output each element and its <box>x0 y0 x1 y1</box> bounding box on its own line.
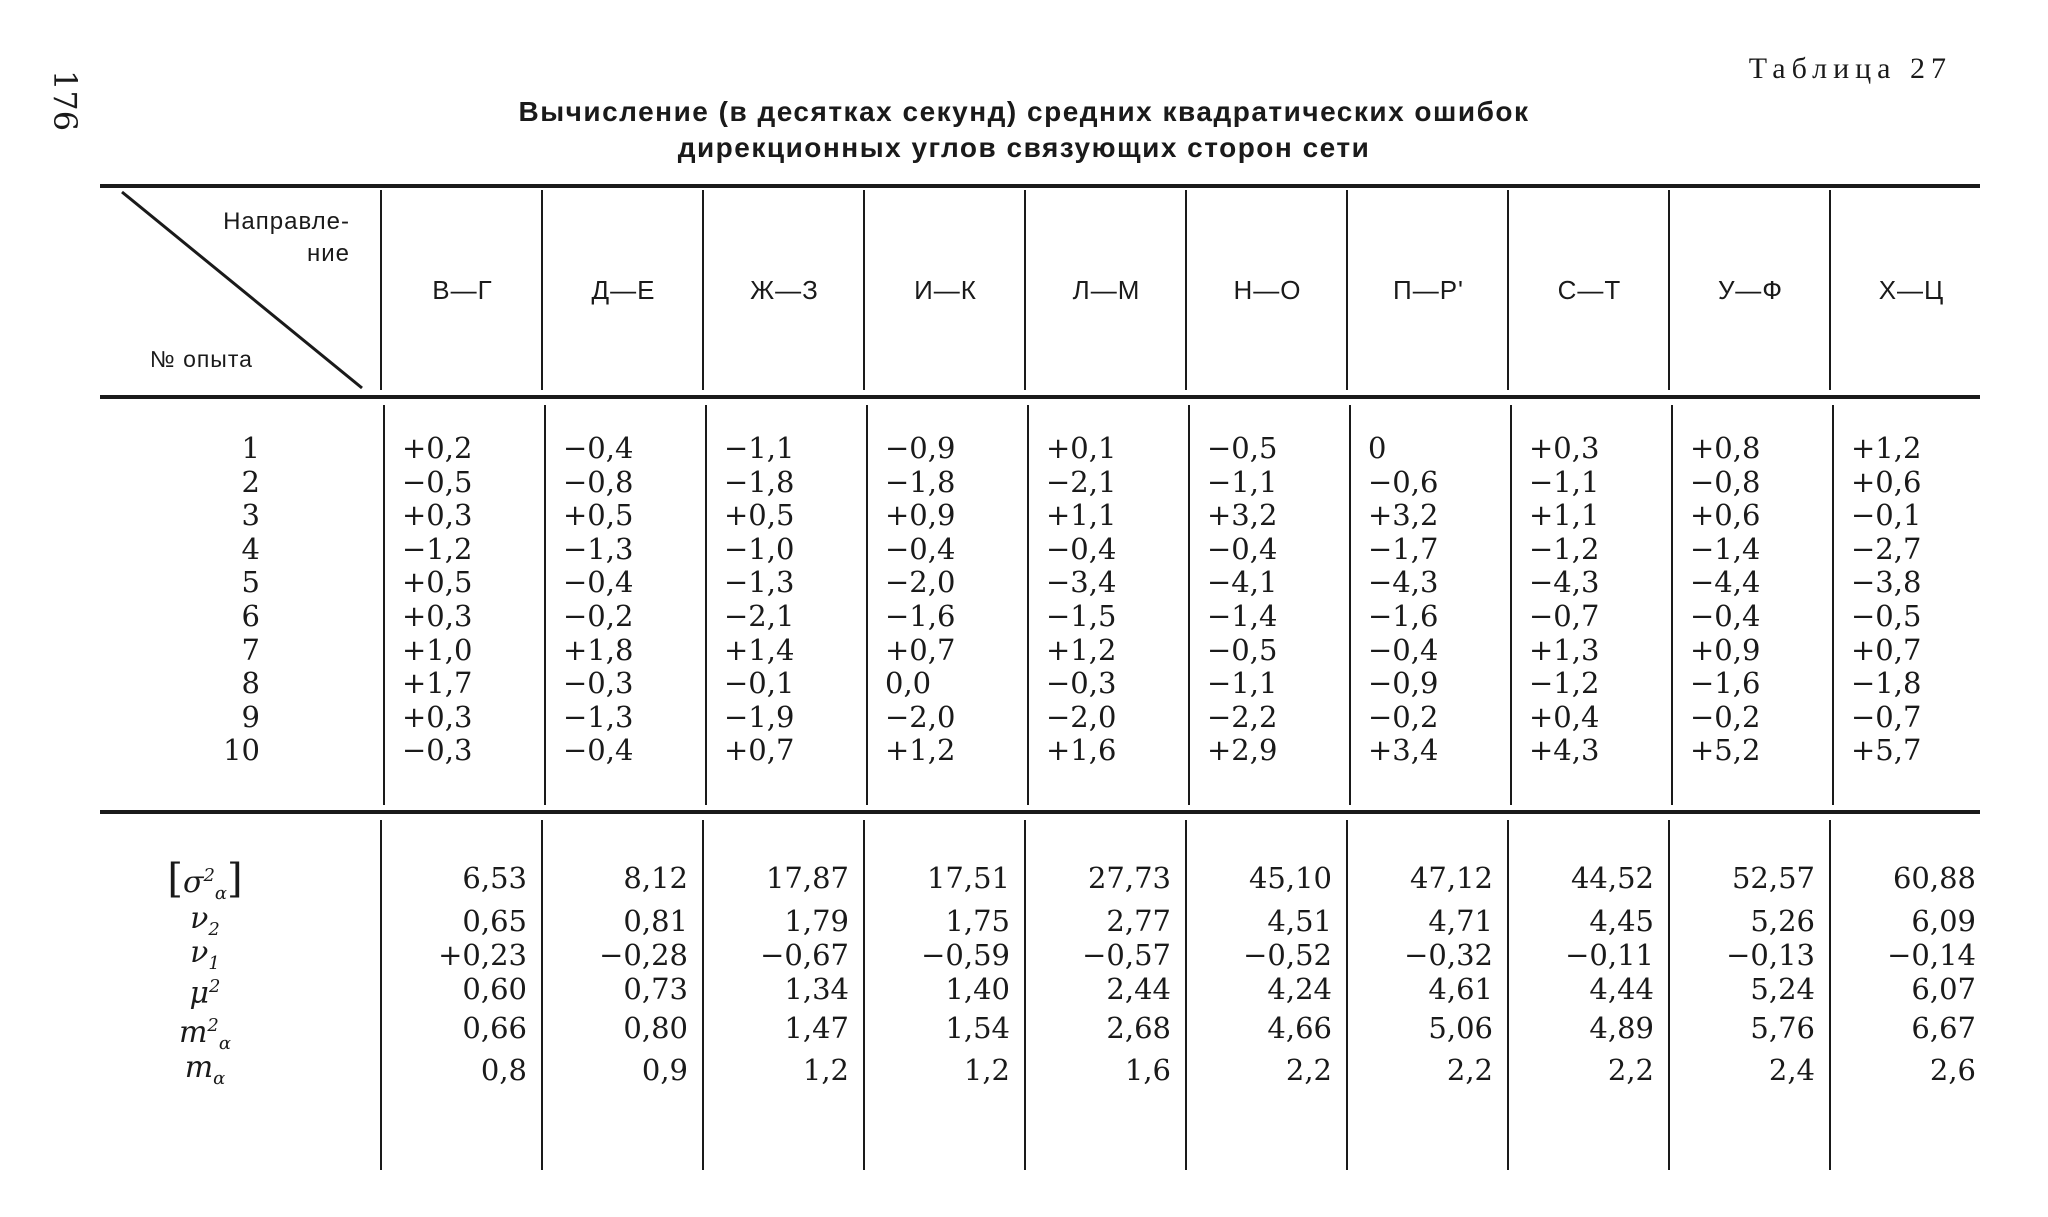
error-value: −0,4 <box>1046 531 1117 566</box>
error-value: −0,1 <box>724 666 795 701</box>
error-value: −1,0 <box>724 531 795 566</box>
error-value: −1,8 <box>885 464 956 499</box>
error-value: −2,0 <box>885 565 956 600</box>
stat-label-m-alpha-2: $m^2_\alpha$ <box>178 1015 232 1054</box>
error-value: 0,0 <box>885 666 932 701</box>
error-value: +4,3 <box>1529 733 1600 768</box>
column-divider <box>1346 820 1348 1170</box>
error-value: −1,2 <box>1529 666 1600 701</box>
column-divider <box>383 405 385 805</box>
experiment-number: 2 <box>241 464 260 499</box>
error-value: +1,0 <box>402 632 473 667</box>
column-header: П—Р' <box>1393 274 1464 305</box>
stat-value: 0,66 <box>462 1011 527 1045</box>
experiment-number: 9 <box>241 699 260 734</box>
stat-value: 1,6 <box>1124 1053 1171 1087</box>
stat-value: 4,51 <box>1267 904 1332 938</box>
stat-value: −0,11 <box>1565 938 1654 972</box>
stat-value: 1,40 <box>945 972 1010 1006</box>
column-header: Ж—З <box>750 274 819 305</box>
error-values-column <box>1529 432 1629 768</box>
error-value: +0,3 <box>402 699 473 734</box>
column-divider <box>1507 820 1509 1170</box>
experiment-number: 8 <box>241 666 260 701</box>
experiment-number: 3 <box>241 498 260 533</box>
error-value: −0,5 <box>1851 598 1922 633</box>
column-header: И—К <box>914 274 977 305</box>
stat-value: 6,07 <box>1911 972 1976 1006</box>
stat-values-column <box>1519 852 1654 1090</box>
stat-value: 6,67 <box>1911 1011 1976 1045</box>
column-divider <box>1510 405 1512 805</box>
stat-value: −0,59 <box>921 938 1010 972</box>
table-label: Таблица 27 <box>1748 52 1952 85</box>
stat-value: −0,13 <box>1726 938 1815 972</box>
error-value: +1,2 <box>1851 431 1922 465</box>
stat-value: 47,12 <box>1409 861 1493 895</box>
stat-value: 6,53 <box>462 861 527 895</box>
column-divider <box>863 820 865 1170</box>
error-value: +5,2 <box>1690 733 1761 768</box>
error-value: −0,4 <box>563 565 634 600</box>
column-divider <box>1349 405 1351 805</box>
error-value: −4,1 <box>1207 565 1278 600</box>
stat-values-column <box>1197 852 1332 1090</box>
error-value: −1,3 <box>563 531 634 566</box>
column-divider <box>866 405 868 805</box>
error-value: −2,1 <box>1046 464 1117 499</box>
error-value: −0,4 <box>1368 632 1439 667</box>
error-value: 0 <box>1368 431 1387 465</box>
stat-values-column <box>1680 852 1815 1090</box>
column-divider <box>1671 405 1673 805</box>
stat-values-column <box>553 852 688 1090</box>
error-value: −0,6 <box>1368 464 1439 499</box>
stat-value: 2,77 <box>1106 904 1171 938</box>
stat-value: 2,2 <box>1285 1053 1332 1087</box>
error-values-column <box>402 432 502 768</box>
stat-value: 0,81 <box>623 904 688 938</box>
stat-value: 52,57 <box>1731 861 1815 895</box>
error-value: −1,2 <box>402 531 473 566</box>
error-value: −0,4 <box>563 431 634 465</box>
stat-value: 0,73 <box>623 972 688 1006</box>
error-value: −0,2 <box>563 598 634 633</box>
error-value: −0,1 <box>1851 498 1922 533</box>
stat-values-column <box>392 852 527 1090</box>
error-value: +0,3 <box>1529 431 1600 465</box>
error-value: −0,7 <box>1851 699 1922 734</box>
error-value: −1,7 <box>1368 531 1439 566</box>
error-value: +3,2 <box>1207 498 1278 533</box>
error-value: −0,7 <box>1529 598 1600 633</box>
stat-label-m-alpha: $m_\alpha$ <box>184 1050 226 1089</box>
stat-value: 2,6 <box>1929 1053 1976 1087</box>
error-value: +5,7 <box>1851 733 1922 768</box>
stat-values-column <box>1358 852 1493 1090</box>
stat-value: 1,79 <box>784 904 849 938</box>
stat-value: 1,75 <box>945 904 1010 938</box>
stat-value: 0,9 <box>641 1053 688 1087</box>
stat-value: 44,52 <box>1570 861 1654 895</box>
error-value: −2,0 <box>1046 699 1117 734</box>
error-value: −0,4 <box>1207 531 1278 566</box>
stat-value: 2,4 <box>1768 1053 1815 1087</box>
error-value: +1,1 <box>1529 498 1600 533</box>
stat-value: −0,14 <box>1887 938 1976 972</box>
column-header: Н—О <box>1233 274 1302 305</box>
stat-value: 4,71 <box>1428 904 1493 938</box>
error-value: −4,3 <box>1368 565 1439 600</box>
error-values-column <box>885 432 985 768</box>
error-values-column <box>1046 432 1146 768</box>
stat-value: 4,89 <box>1589 1011 1654 1045</box>
stat-label-mu2: $\mu^2$ <box>189 976 221 1011</box>
error-value: −2,0 <box>885 699 956 734</box>
error-value: −1,1 <box>1207 666 1278 701</box>
error-value: +1,8 <box>563 632 634 667</box>
stat-value: 4,45 <box>1589 904 1654 938</box>
error-value: −1,2 <box>1529 531 1600 566</box>
error-value: −0,8 <box>1690 464 1761 499</box>
error-value: −2,7 <box>1851 531 1922 566</box>
stat-value: 4,24 <box>1267 972 1332 1006</box>
error-value: −1,1 <box>1207 464 1278 499</box>
experiment-number-column <box>180 432 260 768</box>
stat-value: 4,44 <box>1589 972 1654 1006</box>
experiment-number: 6 <box>241 598 260 633</box>
error-value: −0,2 <box>1368 699 1439 734</box>
column-header: Д—Е <box>591 274 656 305</box>
stat-value: 5,76 <box>1750 1011 1815 1045</box>
error-value: −0,4 <box>885 531 956 566</box>
column-header: Л—М <box>1072 274 1141 305</box>
error-value: −2,2 <box>1207 699 1278 734</box>
column-divider <box>541 820 543 1170</box>
stat-value: 6,09 <box>1911 904 1976 938</box>
error-value: −0,5 <box>402 464 473 499</box>
error-value: +0,7 <box>885 632 956 667</box>
error-value: +0,8 <box>1690 431 1761 465</box>
error-value: +1,4 <box>724 632 795 667</box>
stat-value: 4,66 <box>1267 1011 1332 1045</box>
stat-value: 5,06 <box>1428 1011 1493 1045</box>
error-value: +0,6 <box>1851 464 1922 499</box>
error-values-column <box>1207 432 1307 768</box>
table-caption-line-1: Вычисление (в десятках секунд) средних квадратических ошибок <box>518 96 1530 127</box>
error-value: −0,5 <box>1207 632 1278 667</box>
error-values-column <box>1851 432 1951 768</box>
stat-value: 0,65 <box>462 904 527 938</box>
error-value: +0,3 <box>402 498 473 533</box>
error-value: −0,3 <box>1046 666 1117 701</box>
error-value: −0,9 <box>885 431 956 465</box>
error-value: −1,3 <box>563 699 634 734</box>
error-value: +0,7 <box>1851 632 1922 667</box>
error-value: −4,3 <box>1529 565 1600 600</box>
column-divider <box>1832 405 1834 805</box>
error-value: −0,3 <box>402 733 473 768</box>
error-value: +0,6 <box>1690 498 1761 533</box>
error-values-column <box>1690 432 1790 768</box>
error-value: −0,4 <box>563 733 634 768</box>
stat-value: 2,44 <box>1106 972 1171 1006</box>
error-value: +0,9 <box>885 498 956 533</box>
stat-value: 5,24 <box>1750 972 1815 1006</box>
error-value: −4,4 <box>1690 565 1761 600</box>
error-value: +2,9 <box>1207 733 1278 768</box>
column-divider <box>380 820 382 1170</box>
error-value: −1,3 <box>724 565 795 600</box>
error-value: −1,6 <box>885 598 956 633</box>
column-divider <box>544 405 546 805</box>
error-value: −0,3 <box>563 666 634 701</box>
error-value: +3,4 <box>1368 733 1439 768</box>
error-value: −0,4 <box>1690 598 1761 633</box>
stat-value: −0,52 <box>1243 938 1332 972</box>
stat-value: 45,10 <box>1248 861 1332 895</box>
stat-value: 60,88 <box>1892 861 1976 895</box>
column-divider <box>705 405 707 805</box>
experiment-number: 4 <box>241 531 260 566</box>
stat-value: 4,61 <box>1428 972 1493 1006</box>
stat-value: 0,60 <box>462 972 527 1006</box>
experiment-number: 1 <box>241 431 260 465</box>
experiment-number: 7 <box>241 632 260 667</box>
column-divider <box>1829 820 1831 1170</box>
error-value: −1,5 <box>1046 598 1117 633</box>
error-value: +1,3 <box>1529 632 1600 667</box>
error-value: +1,2 <box>885 733 956 768</box>
error-value: −3,4 <box>1046 565 1117 600</box>
column-divider <box>1188 405 1190 805</box>
error-value: −0,9 <box>1368 666 1439 701</box>
stat-value: 1,2 <box>963 1053 1010 1087</box>
error-value: −0,8 <box>563 464 634 499</box>
error-value: −1,1 <box>1529 464 1600 499</box>
stat-labels-column <box>150 850 260 1088</box>
error-value: −1,1 <box>724 431 795 465</box>
stat-value: −0,32 <box>1404 938 1493 972</box>
column-header: У—Ф <box>1718 274 1783 305</box>
table-caption-line-2: дирекционных углов связующих сторон сети <box>677 132 1371 163</box>
error-values-column <box>724 432 824 768</box>
error-value: +0,5 <box>724 498 795 533</box>
error-value: −1,6 <box>1690 666 1761 701</box>
error-values-column <box>563 432 663 768</box>
stat-value: 8,12 <box>623 861 688 895</box>
stat-values-column <box>1036 852 1171 1090</box>
stat-value: 1,47 <box>784 1011 849 1045</box>
error-value: −1,8 <box>724 464 795 499</box>
error-value: −0,5 <box>1207 431 1278 465</box>
stat-value: 17,87 <box>765 861 849 895</box>
stat-value: −0,28 <box>599 938 688 972</box>
error-value: −1,8 <box>1851 666 1922 701</box>
stat-label-nu2: $\nu_2$ <box>190 901 220 940</box>
stat-value: 1,34 <box>784 972 849 1006</box>
error-value: +1,6 <box>1046 733 1117 768</box>
column-divider <box>1024 820 1026 1170</box>
experiment-number: 10 <box>223 733 260 768</box>
error-value: −3,8 <box>1851 565 1922 600</box>
error-value: −2,1 <box>724 598 795 633</box>
stat-values-column <box>1841 852 1976 1090</box>
stat-value: 27,73 <box>1087 861 1171 895</box>
stat-values-column <box>875 852 1010 1090</box>
error-value: +1,7 <box>402 666 473 701</box>
error-values-column <box>1368 432 1468 768</box>
error-value: −0,2 <box>1690 699 1761 734</box>
error-value: +0,5 <box>402 565 473 600</box>
error-value: +1,2 <box>1046 632 1117 667</box>
stat-value: 0,8 <box>480 1053 527 1087</box>
error-value: −1,4 <box>1690 531 1761 566</box>
corner-header-experiment: № опыта <box>150 346 253 372</box>
error-value: −1,6 <box>1368 598 1439 633</box>
stat-value: 1,2 <box>802 1053 849 1087</box>
stat-value: −0,57 <box>1082 938 1171 972</box>
page-number: 176 <box>46 70 84 132</box>
stat-value: 2,2 <box>1446 1053 1493 1087</box>
error-value: +0,3 <box>402 598 473 633</box>
stat-value: 2,68 <box>1106 1011 1171 1045</box>
stat-label-nu1: $\nu_1$ <box>190 935 220 974</box>
error-value: +1,1 <box>1046 498 1117 533</box>
column-header: В—Г <box>432 274 493 305</box>
column-divider <box>1185 820 1187 1170</box>
corner-header-direction: Направле- ние <box>223 208 350 267</box>
column-header: Х—Ц <box>1878 274 1945 305</box>
stat-value: 0,80 <box>623 1011 688 1045</box>
column-divider <box>1668 820 1670 1170</box>
error-value: +0,9 <box>1690 632 1761 667</box>
stat-value: 2,2 <box>1607 1053 1654 1087</box>
stat-value: 5,26 <box>1750 904 1815 938</box>
error-value: +3,2 <box>1368 498 1439 533</box>
experiment-number: 5 <box>241 565 260 600</box>
error-value: −1,9 <box>724 699 795 734</box>
error-value: +0,5 <box>563 498 634 533</box>
error-value: +0,2 <box>402 431 473 465</box>
stat-value: 17,51 <box>926 861 1010 895</box>
stat-values-column <box>714 852 849 1090</box>
error-value: +0,7 <box>724 733 795 768</box>
stat-value: +0,23 <box>438 938 527 972</box>
stat-value: −0,67 <box>760 938 849 972</box>
stat-label-sigma-sum: $[\sigma^2_\alpha]$ <box>167 856 243 904</box>
error-value: −1,4 <box>1207 598 1278 633</box>
column-header: С—Т <box>1557 274 1622 305</box>
error-value: +0,1 <box>1046 431 1117 465</box>
column-divider <box>1027 405 1029 805</box>
stat-value: 1,54 <box>945 1011 1010 1045</box>
column-divider <box>702 820 704 1170</box>
error-value: +0,4 <box>1529 699 1600 734</box>
